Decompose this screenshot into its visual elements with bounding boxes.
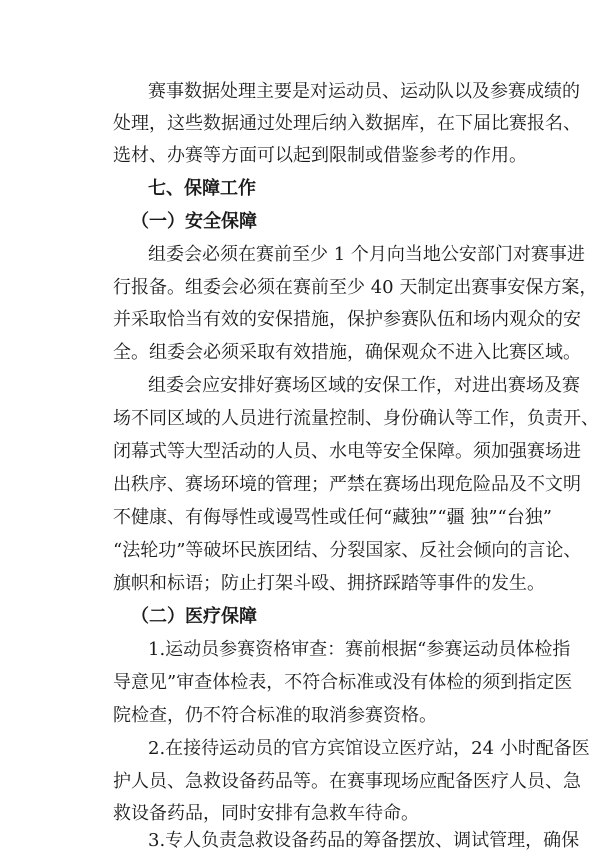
paragraph-line: 旗帜和标语；防止打架斗殴、拥挤踩踏等事件的发生。 [113,573,545,594]
paragraph-line: 组委会必须在赛前至少 1 个月向当地公安部门对赛事进 [148,244,585,265]
paragraph-line: 赛事数据处理主要是对运动员、运动队以及参赛成绩的 [148,81,580,102]
subsection-heading: （一）安全保障 [131,211,257,232]
paragraph-line: 3.专人负责急救设备药品的筹备摆放、调试管理，确保 [148,830,580,851]
paragraph-line: 出秩序、赛场环境的管理；严禁在赛场出现危险品及不文明 [113,474,581,495]
section-heading: 七、保障工作 [148,178,256,199]
paragraph-line: 不健康、有侮辱性或谩骂性或任何“藏独”“疆 独”“台独” [113,507,552,528]
paragraph-line: “法轮功”等破坏民族团结、分裂国家、反社会倾向的言论、 [113,540,582,561]
paragraph-line: 行报备。组委会必须在赛前至少 40 天制定出赛事安保方案， [113,277,598,298]
paragraph-line: 1.运动员参赛资格审查：赛前根据“参赛运动员体检指 [148,639,571,660]
paragraph-line: 救设备药品，同时安排有急救车待命。 [113,803,419,824]
paragraph-line: 全。组委会必须采取有效措施，确保观众不进入比赛区域。 [113,342,581,363]
paragraph-line: 选材、办赛等方面可以起到限制或借鉴参考的作用。 [113,145,527,166]
paragraph-line: 处理，这些数据通过处理后纳入数据库，在下届比赛报名、 [113,113,581,134]
paragraph-line: 护人员、急救设备药品等。在赛事现场应配备医疗人员、急 [113,771,581,792]
paragraph-line: 并采取恰当有效的安保措施，保护参赛队伍和场内观众的安 [113,309,581,330]
paragraph-line: 闭幕式等大型活动的人员、水电等安全保障。须加强赛场进 [113,441,581,462]
paragraph-line: 2.在接待运动员的官方宾馆设立医疗站，24 小时配备医 [148,738,590,759]
paragraph-line: 组委会应安排好赛场区域的安保工作，对进出赛场及赛 [148,375,580,396]
paragraph-line: 院检查，仍不符合标准的取消参赛资格。 [113,705,437,726]
paragraph-line: 场不同区域的人员进行流量控制、身份确认等工作，负责开、 [113,408,599,429]
paragraph-line: 导意见”审查体检表，不符合标准或没有体检的须到指定医 [113,672,573,693]
subsection-heading: （二）医疗保障 [131,606,257,627]
